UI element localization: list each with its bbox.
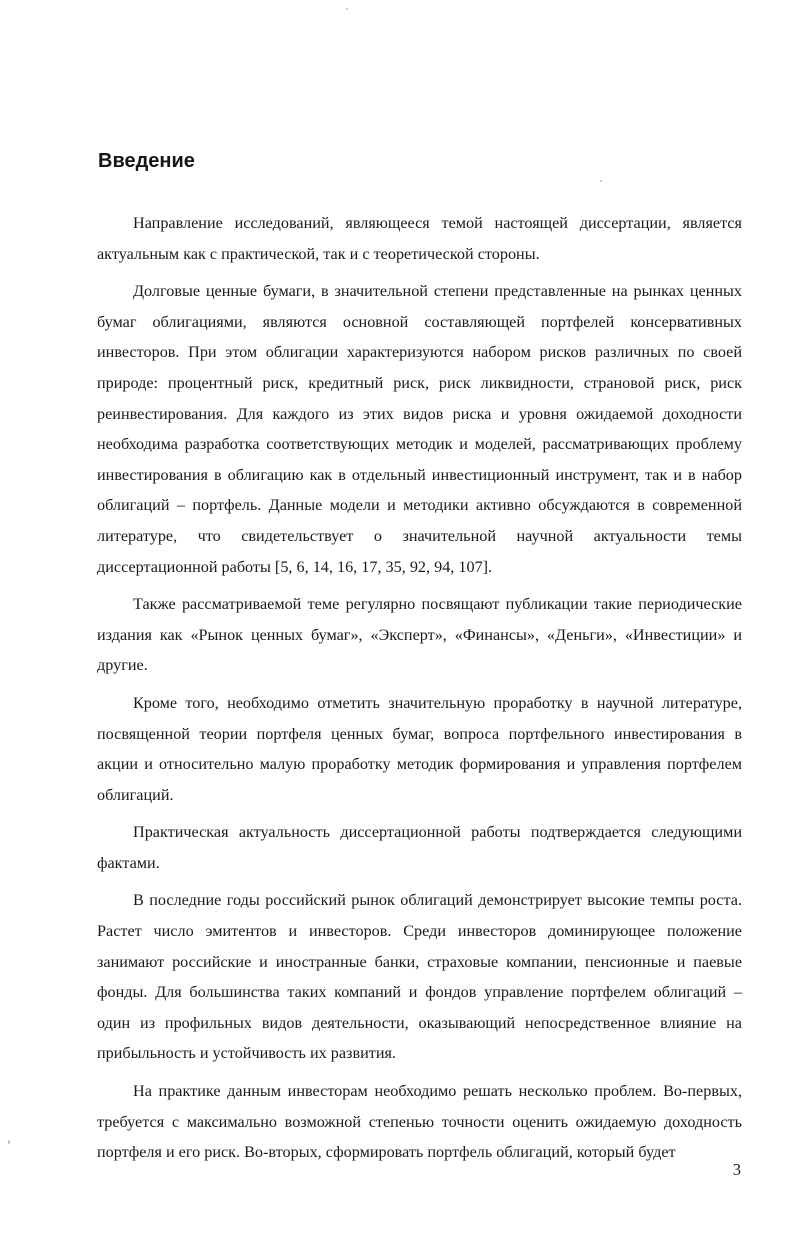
section-heading: Введение [98,150,195,172]
scan-speck [8,1140,10,1144]
paragraph: Долговые ценные бумаги, в значительной степени представленные на рынках ценных бумаг облигациями, являются основной составляющей портфелей консервативных инвесторов. При этом облигации характеризуются набором рисков различных по своей природе: процентный риск, кредитный риск, риск ликвидности, страновой риск, риск реинвестирования. Для каждого из этих видов риска и уровня ожидаемой доходности необходима разработка соответствующих методик и моделей, рассматривающих проблему инвестирования в облигацию как в отдельный инвестиционный инструмент, так и в набор облигаций – портфель. Данные модели и методики активно обсуждаются в современной литературе, что свидетельствует о значительной научной актуальности темы диссертационной работы [5, 6, 14, 16, 17, 35, 92, 94, 107]. [97,282,742,576]
body-text [97,208,742,1175]
paragraph: Практическая актуальность диссертационной работы подтверждается следующими фактами. [97,823,742,872]
paragraph: На практике данным инвесторам необходимо решать несколько проблем. Во-первых, требуется с максимально возможной степенью точности оценить ожидаемую доходность портфеля и его риск. Во-вторых, сформировать портфель облигаций, который будет [97,1082,742,1162]
paragraph: Также рассматриваемой теме регулярно посвящают публикации такие периодические издания как «Рынок ценных бумаг», «Эксперт», «Финансы», «Деньги», «Инвестиции» и другие. [97,595,742,675]
paragraph: Направление исследований, являющееся темой настоящей диссертации, является актуальным как с практической, так и с теоретической стороны. [97,214,742,263]
page-number: 3 [732,1160,741,1179]
scan-speck [600,180,602,182]
paragraph: В последние годы российский рынок облигаций демонстрирует высокие темпы роста. Растет число эмитентов и инвесторов. Среди инвесторов доминирующее положение занимают российские и иностранные банки, страховые компании, пенсионные и паевые фонды. Для большинства таких компаний и фондов управление портфелем облигаций – один из профильных видов деятельности, оказывающий непосредственное влияние на прибыльность и устойчивость их развития. [97,891,742,1063]
scan-speck [346,8,348,10]
paragraph: Кроме того, необходимо отметить значительную проработку в научной литературе, посвященной теории портфеля ценных бумаг, вопроса портфельного инвестирования в акции и относительно малую проработку методик формирования и управления портфелем облигаций. [97,693,742,804]
